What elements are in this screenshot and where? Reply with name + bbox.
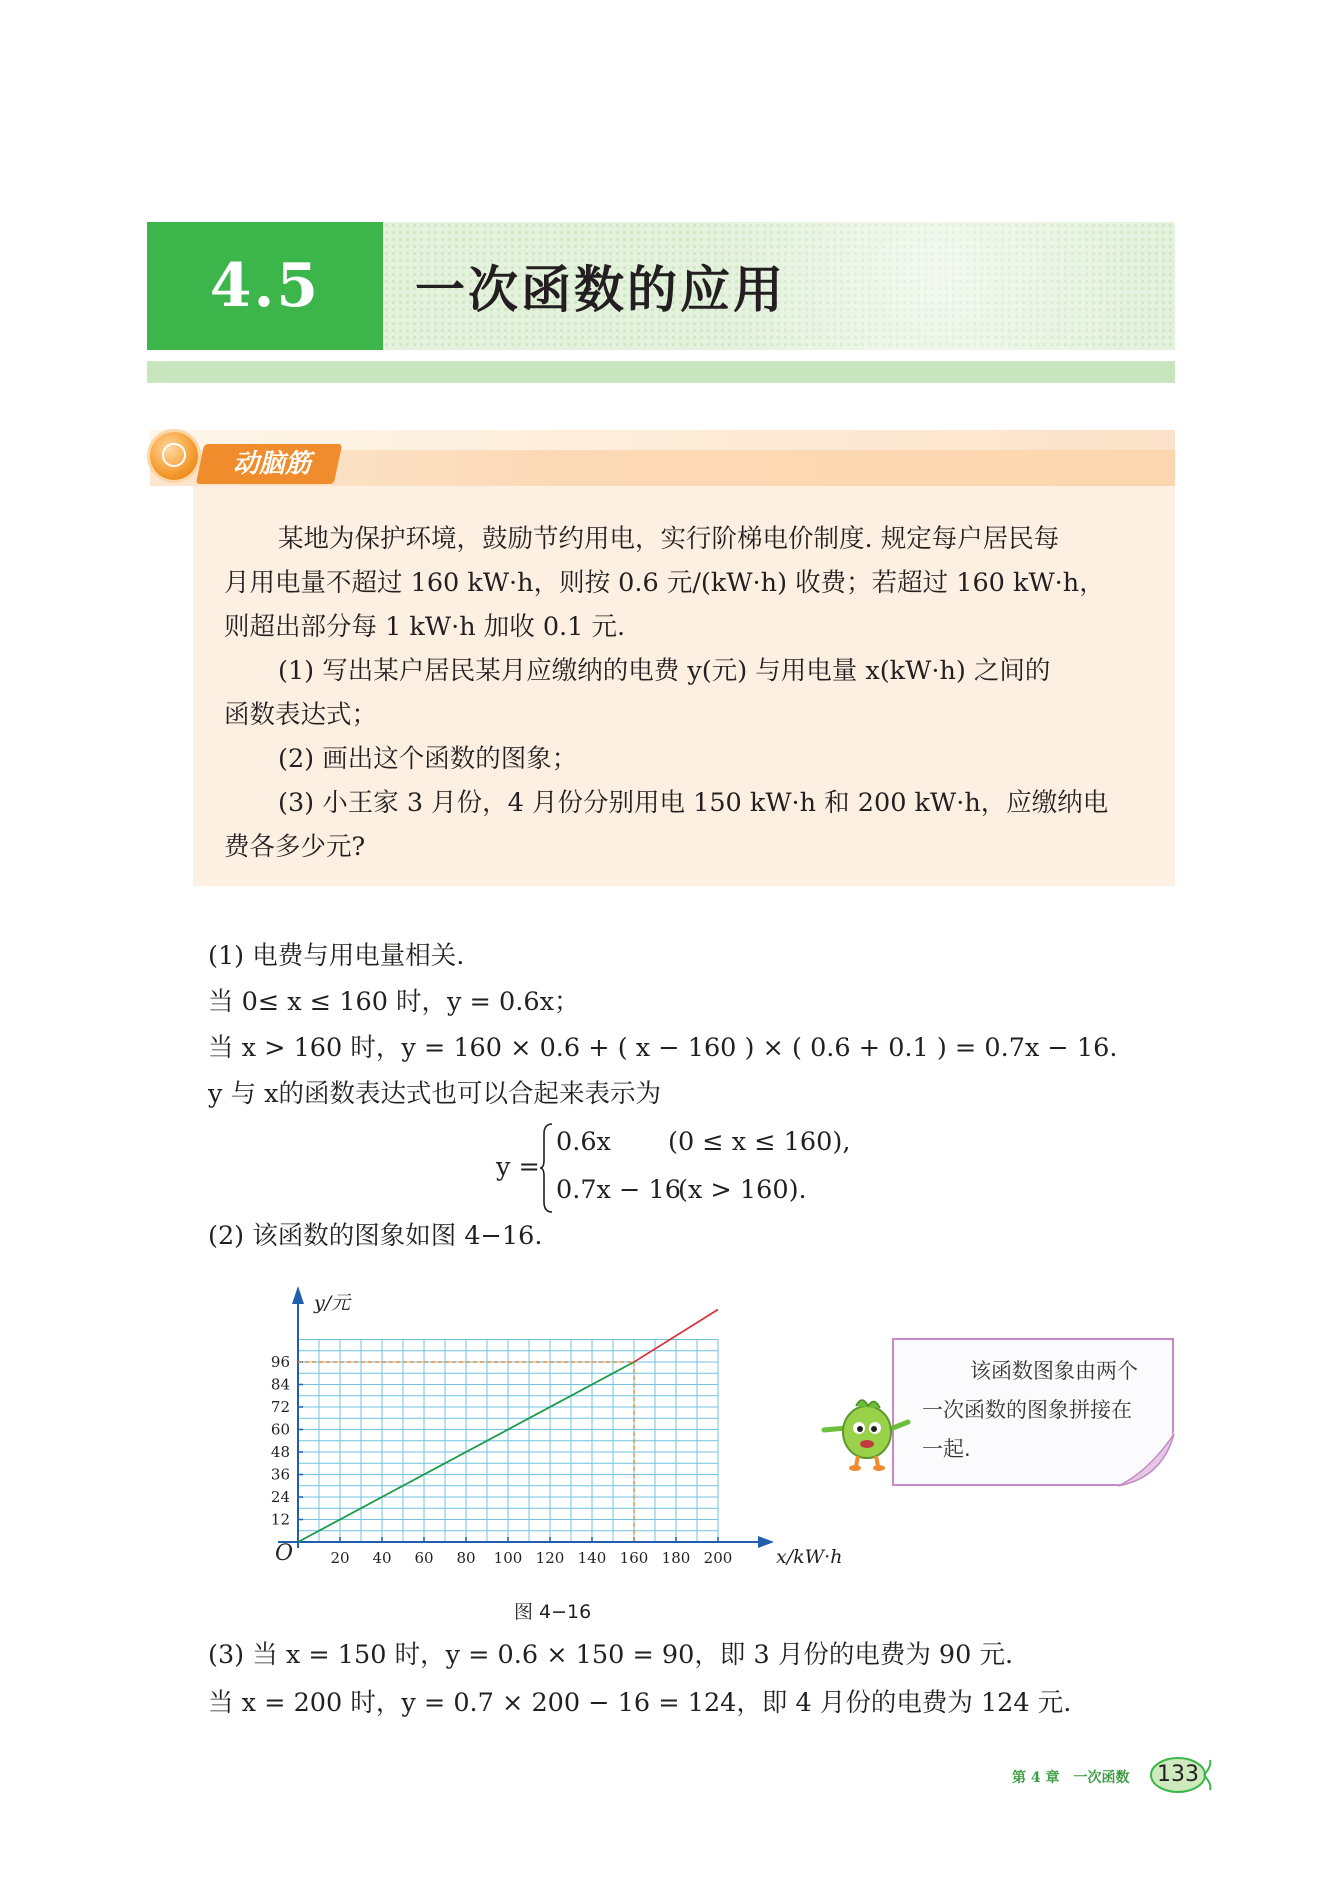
piece-2-expr: 0.7x − 16: [556, 1175, 681, 1205]
x-tick-label: 40: [372, 1549, 392, 1567]
solution-line: 当 x = 200 时，y = 0.7 × 200 − 16 = 124，即 4 月份的电费为 124 元.: [208, 1688, 1072, 1718]
x-tick-label: 20: [330, 1549, 350, 1567]
header-strip: [147, 361, 1175, 383]
mascot-icon: [822, 1392, 912, 1472]
x-axis-label: x/kW·h: [776, 1546, 843, 1568]
piece-1-cond: (0 ≤ x ≤ 160),: [668, 1127, 851, 1157]
page-number: 133: [1157, 1762, 1199, 1787]
note-line: 一次函数的图象拼接在: [922, 1398, 1132, 1422]
y-tick-label: 48: [270, 1443, 290, 1461]
think-line: 则超出部分每 1 kW·h 加收 0.1 元.: [224, 612, 626, 642]
piece-1-expr: 0.6x: [556, 1127, 611, 1157]
section-number: 4.5: [209, 251, 321, 321]
y-tick-label: 36: [270, 1465, 290, 1484]
y-tick-label: 72: [270, 1398, 290, 1416]
think-line: (3) 小王家 3 月份，4 月份分别用电 150 kW·h 和 200 kW·h，应缴纳电: [278, 788, 1109, 818]
y-tick-label: 60: [270, 1420, 290, 1439]
y-tick-label: 96: [270, 1353, 290, 1371]
x-tick-label: 60: [414, 1549, 434, 1567]
note-line: 一起.: [922, 1437, 971, 1461]
x-tick-label: 180: [661, 1549, 691, 1567]
brace: [540, 1122, 554, 1214]
solution-line: 当 x > 160 时，y = 160 × 0.6 + ( x − 160 ) × ( 0.6 + 0.1 ) = 0.7x − 16.: [208, 1033, 1118, 1063]
think-label: 动脑筋: [232, 449, 311, 479]
x-tick-label: 140: [577, 1549, 607, 1567]
chapter-footer: 第 4 章 一次函数: [1012, 1770, 1130, 1786]
solution-line: 当 0≤ x ≤ 160 时，y = 0.6x；: [208, 987, 580, 1017]
solution-line: (3) 当 x = 150 时，y = 0.6 × 150 = 90，即 3 月份的电费为 90 元.: [208, 1640, 1014, 1670]
solution-line: (2) 该函数的图象如图 4−16.: [208, 1221, 543, 1251]
y-axis-arrow: [292, 1286, 304, 1304]
piecewise-lhs: y =: [496, 1152, 540, 1182]
x-tick-label: 120: [535, 1549, 565, 1567]
figure-caption: 图 4−16: [514, 1601, 592, 1623]
think-line: 函数表达式；: [224, 700, 378, 730]
think-line: 月用电量不超过 160 kW·h，则按 0.6 元/(kW·h) 收费；若超过 160 kW·h，: [224, 568, 1105, 598]
x-tick-label: 200: [703, 1549, 733, 1567]
x-tick-label: 100: [493, 1549, 523, 1567]
section-title: 一次函数的应用: [415, 261, 786, 319]
origin-label: O: [274, 1541, 294, 1566]
note-text: [922, 1352, 1162, 1469]
think-line: (2) 画出这个函数的图象；: [278, 744, 578, 774]
x-tick-label: 80: [456, 1549, 476, 1567]
solution-line: (1) 电费与用电量相关.: [208, 941, 465, 971]
function-graph: [258, 1280, 843, 1580]
y-axis-label: y/元: [314, 1292, 351, 1314]
think-line: (1) 写出某户居民某月应缴纳的电费 y(元) 与用电量 x(kW·h) 之间的: [278, 656, 1051, 686]
think-line: 费各多少元?: [224, 832, 366, 862]
x-axis-arrow: [758, 1536, 774, 1548]
x-tick-label: 160: [619, 1549, 649, 1567]
solution-line: y 与 x的函数表达式也可以合起来表示为: [208, 1079, 661, 1109]
y-tick-label: 12: [270, 1510, 290, 1529]
gear-inner-icon: [162, 443, 186, 467]
piece-2-cond: (x > 160).: [678, 1175, 807, 1205]
y-tick-label: 84: [270, 1375, 290, 1394]
think-line: 某地为保护环境，鼓励节约用电，实行阶梯电价制度. 规定每户居民每: [278, 524, 1060, 554]
y-tick-label: 24: [270, 1488, 290, 1506]
note-line: 该函数图象由两个: [970, 1359, 1138, 1383]
